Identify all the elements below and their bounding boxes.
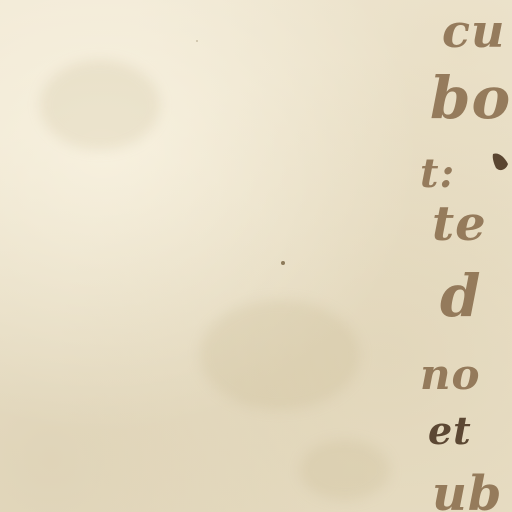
ink-speck <box>281 261 285 265</box>
manuscript-line-7: et <box>428 408 472 453</box>
manuscript-line-4: te <box>432 196 487 252</box>
ink-speck <box>196 40 198 42</box>
parchment-stain <box>300 440 390 500</box>
parchment-stain <box>200 300 360 410</box>
manuscript-line-5: d <box>440 262 482 330</box>
manuscript-line-8: ub <box>432 466 503 512</box>
ink-mark-icon <box>490 150 512 176</box>
manuscript-line-1: cu <box>442 4 506 58</box>
manuscript-line-6: no <box>420 350 481 399</box>
manuscript-line-3: t: <box>420 150 456 197</box>
manuscript-line-2: bo <box>430 64 512 132</box>
parchment-stain <box>40 60 160 150</box>
